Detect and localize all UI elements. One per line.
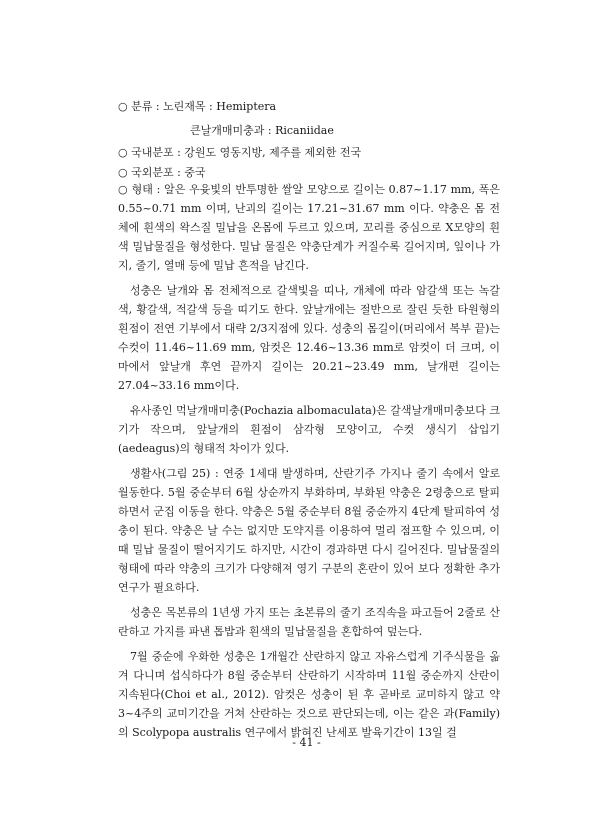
foreign-distribution: ○ 국외분포 : 중국 (118, 166, 206, 179)
paragraph-similar-species: 유사종인 먹날개매미충(Pochazia albomaculata)은 갈색날개매미충보다 크기가 작으며, 앞날개의 흰점이 삼각형 모양이고, 수컷 생식기 삽입기(aedeagus)의 형태적 차이가 있다. (118, 404, 500, 455)
body-text (118, 180, 500, 748)
paragraph-adult: 성충은 날개와 몸 전체적으로 갈색빛을 띠나, 개체에 따라 암갈색 또는 녹갈색, 황갈색, 적갈색 등을 띠기도 한다. 앞날개에는 절반으로 잘린 듯한 타원형의 흰점이 전연 기부에서 대략 2/3지점에 있다. 성충의 몸길이(머리에서 복부 끝)는 수컷이 11.46~11.69 mm, 암컷은 12.46~13.36 mm로 암컷이 더 크며, 이마에서 앞날개 후연 끝까지 길이는 20.21~23.49 mm, 날개편 길이는 27.04~33.16 mm이다. (118, 284, 500, 392)
page-number: - 41 - (292, 736, 321, 749)
classification-order: ○ 분류 : 노린재목 : Hemiptera (118, 100, 277, 113)
paragraph-oviposition: 성충은 목본류의 1년생 가지 또는 초본류의 줄기 조직속을 파고들어 2줄로 산란하고 가지를 파낸 톱밥과 흰색의 밀납물질을 혼합하여 덮는다. (118, 606, 500, 638)
paragraph-morphology: ○ 형태 : 알은 우윳빛의 반투명한 쌀알 모양으로 길이는 0.87~1.17 mm, 폭은 0.55~0.71 mm 이며, 난괴의 길이는 17.21~31.67 mm 이다. 약충은 몸 전체에 흰색의 왁스질 밀납을 온몸에 두르고 있으며, 꼬리를 중심으로 X모양의 흰색 밀납물질을 형성한다. 밀납 물질은 약충단계가 커질수록 길어지며, 잎이나 가지, 줄기, 열매 등에 밀납 흔적을 남긴다. (118, 183, 500, 272)
paragraph-emergence: 7월 중순에 우화한 성충은 1개월간 산란하지 않고 자유스럽게 기주식물을 옮겨 다니며 섭식하다가 8월 중순부터 산란하기 시작하며 11월 중순까지 산란이 지속된다(Choi et al., 2012). 암컷은 성충이 된 후 곧바로 교미하지 않고 약 3~4주의 교미기간을 거쳐 산란하는 것으로 판단되는데, 이는 같은 과(Family)의 Scolypopa australis 연구에서 밝혀진 난세포 발육기간이 13일 걸 (118, 650, 500, 739)
domestic-distribution: ○ 국내분포 : 강원도 영동지방, 제주를 제외한 전국 (118, 146, 362, 159)
classification-family: 큰날개매미충과 : Ricaniidae (190, 124, 334, 137)
paragraph-life-history: 생활사(그림 25) : 연중 1세대 발생하며, 산란기주 가지나 줄기 속에서 알로 월동한다. 5월 중순부터 6월 상순까지 부화하며, 부화된 약충은 2령충으로 탈피하면서 군집 이동을 한다. 약충은 5월 중순부터 8월 중순까지 4단계 탈피하여 성충이 된다. 약충은 날 수는 없지만 도약지를 이용하여 멀리 점프할 수 있으며, 이때 밀납 물질이 떨어지기도 하지만, 시간이 경과하면 다시 길어진다. 밀납물질의 형태에 따라 약충의 크기가 다양해져 영기 구분의 혼란이 있어 보다 정확한 추가연구가 필요하다. (118, 467, 500, 594)
